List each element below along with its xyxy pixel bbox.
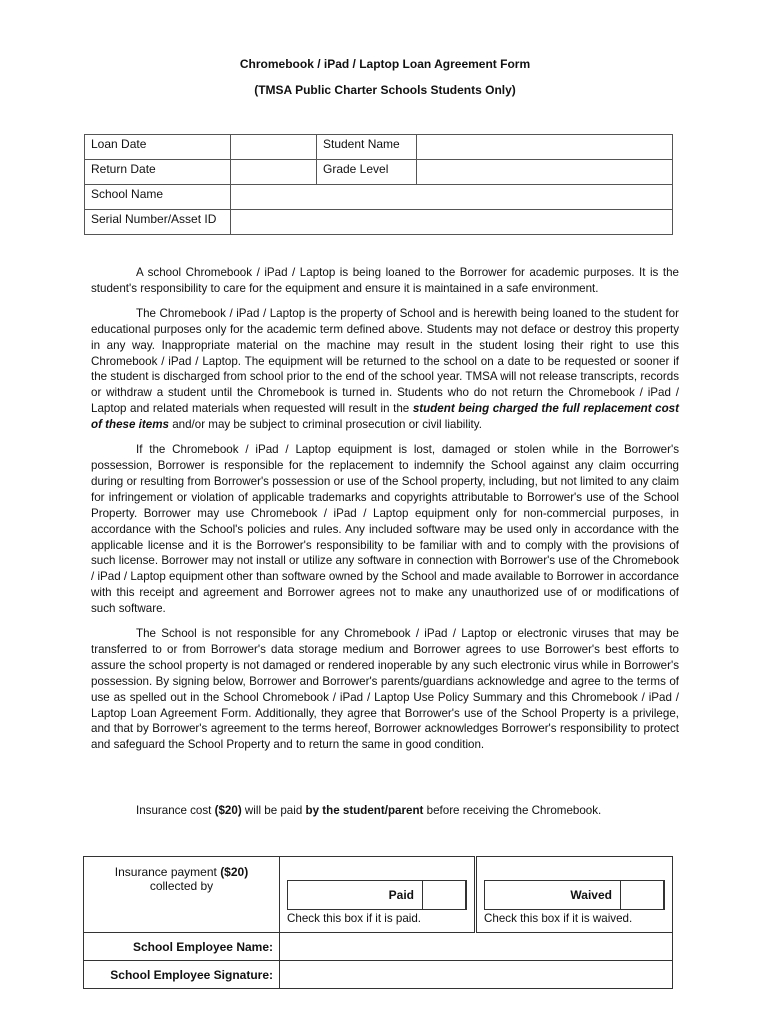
paragraph-property-end: and/or may be subject to criminal prosecution or civil liability. xyxy=(168,418,482,432)
paragraph-liability: If the Chromebook / iPad / Laptop equipment is lost, damaged or stolen while in the Borrower's possession, Borrower is responsible for the replacement to indemnify the School against any claim occurring during or resulting from Borrower's possession or use of the School property, including, but not limited to any claim for infringement or violation of applicable trademarks and copyrights attributable to Borrower's use of the School Property. Borrower may use Chromebook / iPad / Laptop equipment only for non-commercial purposes, in accordance with the School's policies and rules. Any included software may be used only in accordance with the applicable license and it is the Borrower's responsibility to be familiar with and to comply with the provisions of such license. Borrower may not install or utilize any software in connection with Borrower's use of the Chromebook / iPad / Laptop equipment other than software owned by the School and made available to Borrower in accordance with this receipt and agreement and Borrower agrees not to make any unauthorized use of or modifications of such software. xyxy=(91,443,679,616)
paid-cell xyxy=(280,857,476,933)
insurance-mid: will be paid xyxy=(241,804,306,817)
waived-box xyxy=(484,880,665,910)
serial-number-field[interactable] xyxy=(231,210,673,235)
return-date-label: Return Date xyxy=(85,160,231,185)
waived-label: Waived xyxy=(570,888,612,902)
school-name-field[interactable] xyxy=(231,185,673,210)
employee-name-field[interactable] xyxy=(280,933,673,961)
paid-box xyxy=(287,880,467,910)
waived-hint: Check this box if it is waived. xyxy=(484,912,633,925)
form-title: Chromebook / iPad / Laptop Loan Agreement Form xyxy=(239,57,531,71)
paid-hint: Check this box if it is paid. xyxy=(287,912,422,925)
agreement-body xyxy=(91,265,679,762)
employee-signature-field[interactable] xyxy=(280,961,673,989)
employee-name-label: School Employee Name: xyxy=(84,933,280,961)
insurance-payment-pre: Insurance payment xyxy=(114,865,221,879)
insurance-payment-collected: collected by xyxy=(149,879,214,893)
waived-cell xyxy=(476,857,673,933)
loan-date-field[interactable] xyxy=(231,135,317,160)
loan-date-label: Loan Date xyxy=(85,135,231,160)
paid-label: Paid xyxy=(388,888,414,902)
insurance-payment-table xyxy=(83,856,673,989)
loan-info-table xyxy=(84,134,673,235)
insurance-payment-amount: ($20) xyxy=(220,865,249,879)
insurance-cost-line xyxy=(136,804,601,817)
grade-level-label: Grade Level xyxy=(317,160,417,185)
insurance-post: before receiving the Chromebook. xyxy=(423,804,602,817)
grade-level-field[interactable] xyxy=(417,160,673,185)
employee-signature-label: School Employee Signature: xyxy=(84,961,280,989)
paid-checkbox[interactable] xyxy=(422,880,466,910)
waived-checkbox[interactable] xyxy=(620,880,664,910)
insurance-payment-label xyxy=(84,857,280,933)
replacement-cost-emphasis: student being charged the full replacement cost of these items xyxy=(91,402,679,432)
insurance-pre: Insurance cost xyxy=(136,804,215,817)
school-name-label: School Name xyxy=(85,185,231,210)
serial-number-label: Serial Number/Asset ID xyxy=(85,210,231,235)
paragraph-viruses: The School is not responsible for any Chromebook / iPad / Laptop or electronic viruses that may be transferred to or from Borrower's data storage medium and Borrower agrees to use Borrower's best efforts to assure the school property is not damaged or rendered inoperable by any such electronic virus while in Borrower's possession. By signing below, Borrower and Borrower's parents/guardians acknowledge and agree to the terms of use as spelled out in the School Chromebook / iPad / Laptop Use Policy Summary and this Chromebook / iPad / Laptop Loan Agreement Form. Additionally, they agree that Borrower's use of the School Property is a privilege, and that by Borrower's agreement to the terms hereof, Borrower acknowledges Borrower's responsibility to protect and safeguard the School Property and to return the same in good condition. xyxy=(91,627,679,752)
return-date-field[interactable] xyxy=(231,160,317,185)
form-subtitle: (TMSA Public Charter Schools Students Only) xyxy=(254,83,516,97)
paragraph-property xyxy=(91,306,679,433)
paragraph-purpose: A school Chromebook / iPad / Laptop is being loaned to the Borrower for academic purposes. It is the student's responsibility to care for the equipment and ensure it is maintained in a safe environment. xyxy=(91,266,679,295)
insurance-payer: by the student/parent xyxy=(305,804,424,817)
paragraph-property-text: The Chromebook / iPad / Laptop is the property of School and is herewith being loaned to the student for educational purposes only for the academic term defined above. Students may not deface or destroy this property in any way. Inappropriate material on the machine may result in the student losing their right to use this Chromebook / iPad / Laptop. The equipment will be returned to the school on a date to be requested or sooner if the student is discharged from school prior to the end of the school year. TMSA will not release transcripts, records or withdraw a student until the Chromebook is turned in. Students who do not return the Chromebook / iPad / Laptop and related materials when requested will result in the xyxy=(91,306,679,416)
student-name-label: Student Name xyxy=(317,135,417,160)
insurance-amount: ($20) xyxy=(214,804,242,817)
student-name-field[interactable] xyxy=(417,135,673,160)
